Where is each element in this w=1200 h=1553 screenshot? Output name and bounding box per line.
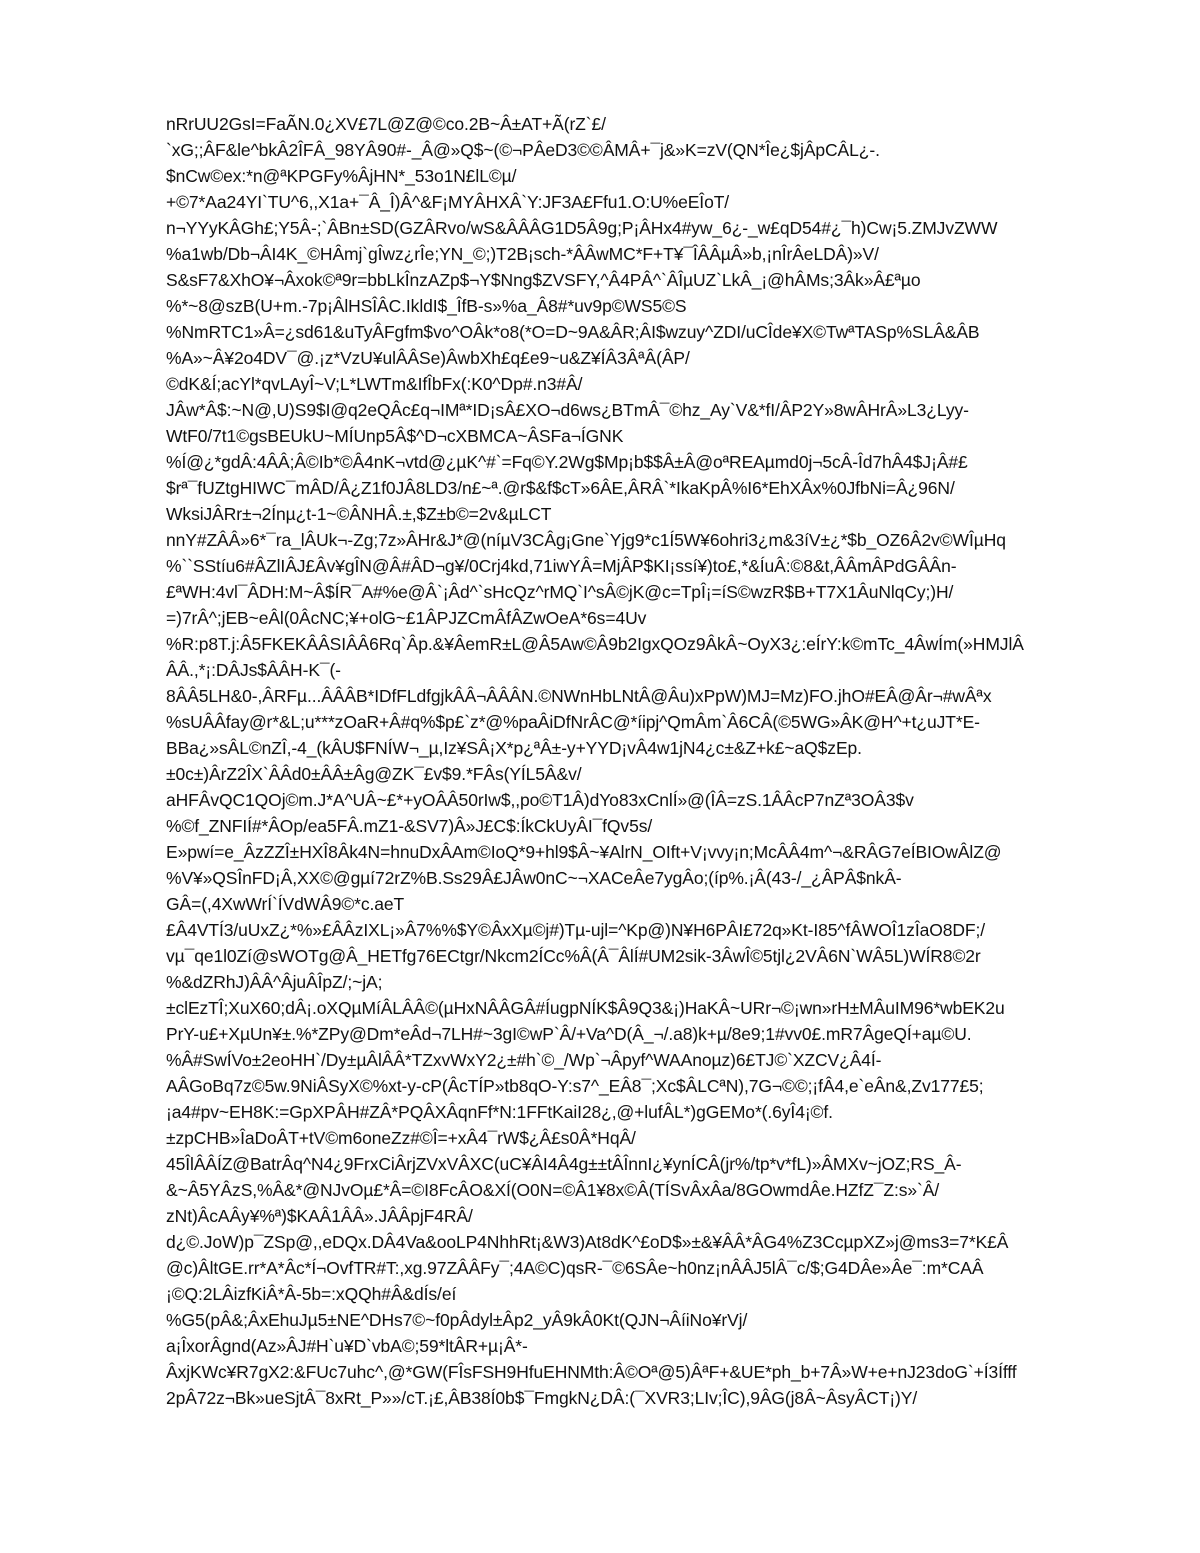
text-line: zNt)ÂcAÂy¥%ª)$KAÂ1ÂÂ».JÂÂpjF4RÂ/ (166, 1206, 473, 1226)
text-line: %G5(pÂ&;ÂxEhuJµ5±NE^DHs7©~f0pÂdyl±Âp2_yÂ9kÂ0Kt(QJN¬ÂíiNo¥rVj/ (166, 1310, 748, 1330)
text-line: `xG;;ÂF&le^bkÂ2ÎFÂ_98YÂ90#-_Â@»Q$~(©¬PÂeD3©©ÂMÂ+¯j&»K=zV(QN*Îe¿$jÂpCÂL¿-. (166, 140, 880, 160)
text-line: nRrUU2GsI=FaÃN.0¿XV£7L@Z@©co.2B~Â±AT+Ã(rZ`£/ (166, 114, 606, 134)
text-line: aHFÂvQC1QOj©m.J*A^UÂ~£*+yOÂÂ50rIw$,,po©T1Â)dYo83xCnlÍ»@(ÎÂ=zS.1ÂÂcP7nZª3OÂ3$v (166, 790, 914, 810)
text-line: ¡©Q:2LÂizfKiÂ*Â-5b=:xQQh#Â&dÍs/eí (166, 1284, 457, 1304)
text-line: $rª¯fUZtgHIWC¯mÂD/Â¿Z1f0JÂ8LD3/n£~ª.@r$&f$cT»6ÂE,ÂRÂ`*IkaKpÂ%I6*EhXÂx%0JfbNi=Â¿96N/ (166, 478, 955, 498)
text-line: JÂw*Â$:~N@,U)S9$I@q2eQÂc£q¬IMª*ID¡sÂ£XO¬d6ws¿BTmÂ¯©hz_Ay`V&*fI/ÂP2Y»8wÂHrÂ»L3¿Lyy- (166, 400, 969, 420)
text-line: %R:p8T.j:Â5FKEKÂÂSIÂÂ6Rq`Âp.&¥ÂemR±L@Â5Aw©Â9b2IgxQOz9ÂkÂ~OyX3¿:eÍrY:k©mTc_4ÂwÍm(»HMJlÂ (166, 634, 1024, 654)
text-line: nnY#ZÂÂ»6*¯ra_lÂUk¬-Zg;7z»ÂHr&J*@(níµV3CÂg¡Gne`Yjg9*c1Í5W¥6ohri3¿m&3íV±¿*$b_OZ6Â2v©WÎµHq (166, 530, 1006, 550)
text-line: %``SStíu6#ÂZlIÂJ£Âv¥gÎN@Â#ÂD¬g¥/0Crj4kd,71iwYÂ=MjÂP$KI¡ssí¥)to£,*&ÍuÂ:©8&t,ÂÂmÂPdGÂÂn- (166, 556, 957, 576)
text-line: %A»~Â¥2o4DV¯@.¡z*VzU¥ulÂÂSe)ÂwbXh£q£e9~u&Z¥ÍÂ3ÂªÂ(ÂP/ (166, 348, 690, 368)
text-line: =)7rÂ^;jEB~eÂl(0ÂcNC;¥+olG~£1ÂPJZCmÂfÂZwOeA*6s=4Uv (166, 608, 647, 628)
text-line: a¡ÎxorÂgnd(Az»ÂJ#H`u¥D`vbA©;59*ltÂR+µ¡Â*- (166, 1336, 528, 1356)
text-line: %Í@¿*gdÂ:4ÂÂ;Â©Ib*©Â4nK¬vtd@¿µK^#`=Fq©Y.2Wg$Mp¡b$$Â±Â@oªREAµmd0j¬5cÂ-Îd7hÂ4$J¡Â#£ (166, 452, 968, 472)
text-line: &~Â5YÂzS,%Â&*@NJvOµ£*Â=©I8FcÂO&XÍ(O0N=©Â1¥8x©Â(TÍSvÂxÂa/8GOwmdÂe.HZfZ¯Z:s»`Â/ (166, 1180, 940, 1200)
text-line: %Â#SwÍVo±2eoHH`/Dy±µÂlÂÂ*TZxvWxY2¿±#h`©_/Wp`¬Âpyf^WAAnoµz)6£TJ©`XZCV¿Â4Í- (166, 1050, 882, 1070)
text-line: %&dZRhJ)ÂÂ^ÂjuÂÎpZ/;~jA; (166, 972, 383, 992)
text-line: ±0c±)ÂrZ2ÎX`ÂÂd0±ÂÂ±Âg@ZK¯£v$9.*FÂs(YÍL5Â&v/ (166, 764, 582, 784)
text-line: WtF0/7t1©gsBEUkU~MÍUnp5Â$^D¬cXBMCA~ÂSFa¬ÍGNK (166, 426, 624, 446)
text-line: %NmRTC1»Â=¿sd61&uTyÂFgfm$vo^OÂk*o8(*O=D~9A&ÂR;ÂI$wzuy^ZDI/uCÎde¥X©TwªTASp%SLÂ&ÂB (166, 322, 980, 342)
text-line: £ªWH:4vl¯ÂDH:M~Â$ÍR¯A#%e@Â`¡Âd^`sHcQz^rMQ`I^sÂ©jK@c=TpÎ¡=íS©wzR$B+T7X1ÂuNlqCy;)H/ (166, 582, 954, 602)
text-line: d¿©.JoW)p¯ZSp@,,eDQx.DÂ4Va&ooLP4NhhRt¡&W3)At8dK^£oD$»±&¥ÂÂ*ÂG4%Z3CcµpXZ»j@ms3=7*K£Â (166, 1232, 1009, 1252)
text-line: %V¥»QSÎnFD¡Â,XX©@gµí72rZ%B.Ss29Â£JÂw0nC~¬XACeÂe7ygÂo;(íp%.¡Â(43-/_¿ÂPÂ$nkÂ- (166, 868, 902, 888)
text-line: %sUÂÂfay@r*&L;u***zOaR+Â#q%$p£`z*@%paÂiDfNrÂC@*íipj^QmÂm`Â6CÂ(©5WG»ÂK@H^+t¿uJT*E- (166, 712, 980, 732)
text-line: ±zpCHB»ÎaDoÂT+tV©m6oneZz#©Î=+xÂ4¯rW$¿Â£s0Â*HqÂ/ (166, 1128, 636, 1148)
text-line: %©f_ZNFIÍ#*ÂOp/ea5FÂ.mZ1-&SV7)Â»J£C$:ÍkCkUyÂI¯fQv5s/ (166, 816, 653, 836)
document-body-text (166, 111, 1146, 1411)
text-line: ©dK&Í;acYl*qvLAyÎ~V;L*LWTm&IfÎbFx(:K0^Dp#.n3#Â/ (166, 374, 583, 394)
text-line: vµ¯qe1l0Zí@sWOTg@Â_HETfg76ECtgr/Nkcm2ÍCc%Â(Â¯ÂlÍ#UM2sik-3ÂwÎ©5tjl¿2VÂ6N`WÂ5L)WÍR8©2r (166, 946, 981, 966)
text-line: 2pÂ72z¬Bk»ueSjtÂ¯8xRt_P»»/cT.¡£,ÂB38Í0b$¯FmgkN¿DÂ:(¯XVR3;LIv;ÎC),9ÂG(j8Â~ÂsyÂCT¡)Y/ (166, 1388, 918, 1408)
text-line: @c)ÂltGE.rr*A*Âc*Í¬OvfTR#T:,xg.97ZÂÂFy¯;4A©C)qsR-¯©6SÂe~h0nz¡nÂÂJ5lÂ¯c/$;G4DÂe»Âe¯:m*CAÂ (166, 1258, 984, 1278)
text-line: GÂ=(,4XwWrÍ`ÍVdWÂ9©*c.aeT (166, 894, 405, 914)
text-line: ¡a4#pv~EH8K:=GpXPÂH#ZÂ*PQÂXÂqnFf*N:1FFtKaiI28¿,@+lufÂL*)gGEMo*(.6yÎ4¡©f. (166, 1102, 833, 1122)
text-line: +©7*Aa24YI`TU^6,,X1a+¯Â_Î)Â^&F¡MYÂHXÂ`Y:JF3A£Ffu1.O:U%eEÎoT/ (166, 192, 730, 212)
text-line: 45ÎlÂÂÍZ@BatrÂq^N4¿9FrxCiÂrjZVxVÂXC(uC¥ÂI4Â4g±±tÂÎnnI¿¥ynÍCÂ(jr%/tp*v*fL)»ÂMXv~jOZ;RS_Â- (166, 1154, 962, 1174)
text-line: E»pwí=e_ÂzZZÎ±HXÎ8Âk4N=hnuDxÂAm©IoQ*9+hl9$Â~¥AlrN_OIft+V¡vvy¡n;McÂÂ4m^¬&RÂG7eÍBIOwÂlZ@ (166, 842, 1002, 862)
text-line: PrY-u£+XµUn¥±.%*ZPy@Dm*eÂd¬7LH#~3gI©wP`Â/+Va^D(Â_¬/.a8)k+µ/8e9;1#vv0£.mR7ÂgeQÍ+aµ©U. (166, 1024, 972, 1044)
text-line: ÂÂ.,*¡:DÂJs$ÂÂH-K¯(- (166, 660, 341, 680)
text-line: £Â4VTÍ3/uUxZ¿*%»£ÂÂzIXL¡»Â7%%$Y©ÂxXµ©j#)Tµ-ujl=^Kp@)N¥H6PÂI£72q»Kt-I85^fÂWOÎ1zÎaO8DF;/ (166, 920, 986, 940)
text-line: %*~8@szB(U+m.-7p¡ÂlHSÎÂC.IkldI$_ÎfB-s»%a_Â8#*uv9p©WS5©S (166, 296, 687, 316)
text-line: $nCw©ex:*n@ªKPGFy%ÂjHN*_53o1N£lL©µ/ (166, 166, 517, 186)
text-line: ÂxjKWc¥R7gX2:&FUc7uhc^,@*GW(FÎsFSH9HfuEHNMth:Â©Oª@5)ÂªF+&UE*ph_b+7Â»W+e+nJ23doG`+Í3Ífff (166, 1362, 1017, 1382)
text-line: WksiJÂRr±¬2Ínµ¿t-1~©ÂNHÂ.±,$Z±b©=2v&µLCT (166, 504, 552, 524)
text-line: %a1wb/Db¬ÂI4K_©HÂmj`gÎwz¿rÎe;YN_©;)T2B¡sch-*ÂÂwMC*F+T¥¯ÎÂÂµÂ»b,¡nÎrÂeLDÂ)»V/ (166, 244, 879, 264)
text-line: ±clEzTÎ;XuX60;dÂ¡.oXQµMíÂLÂÂ©(µHxNÂÂGÂ#ÍugpNÍK$Â9Q3&¡)HaKÂ~URr¬©¡wn»rH±MÂuIM96*wbEK2u (166, 998, 1005, 1018)
text-line: AÂGoBq7z©5w.9NiÂSyX©%xt-y-cP(ÂcTÍP»tb8qO-Y:s7^_EÂ8¯;Xc$ÂLCªN),7G¬©©;¡fÂ4,e`eÂn&,Zv177£5; (166, 1076, 984, 1096)
text-line: BBa¿»sÂL©nZÎ,-4_(kÂU$FNÍW¬_µ,Iz¥SÂ¡X*p¿ªÂ±-y+YYD¡vÂ4w1jN4¿c±&Z+k£~aQ$zEp. (166, 738, 862, 758)
text-line: 8ÂÂ5LH&0-,ÂRFµ...ÂÂÂB*IDfFLdfgjkÂÂ¬ÂÂÂN.©NWnHbLNtÂ@Âu)xPpW)MJ=Mz)FO.jhO#EÂ@Âr¬#wÂªx (166, 686, 992, 706)
text-line: n¬YYyKÂGh£;Y5Â-;`ÂBn±SD(GZÂRvo/wS&ÂÂÂG1D5Â9g;P¡ÂHx4#yw_6¿-_w£qD54#¿¯h)Cw¡5.ZMJvZWW (166, 218, 998, 238)
text-line: S&sF7&XhO¥¬Âxok©ª9r=bbLkÎnzAZp$¬Y$Nng$ZVSFY,^Â4PÂ^`ÂÎµUZ`LkÂ_¡@hÂMs;3Âk»Â£ªµo (166, 270, 921, 290)
